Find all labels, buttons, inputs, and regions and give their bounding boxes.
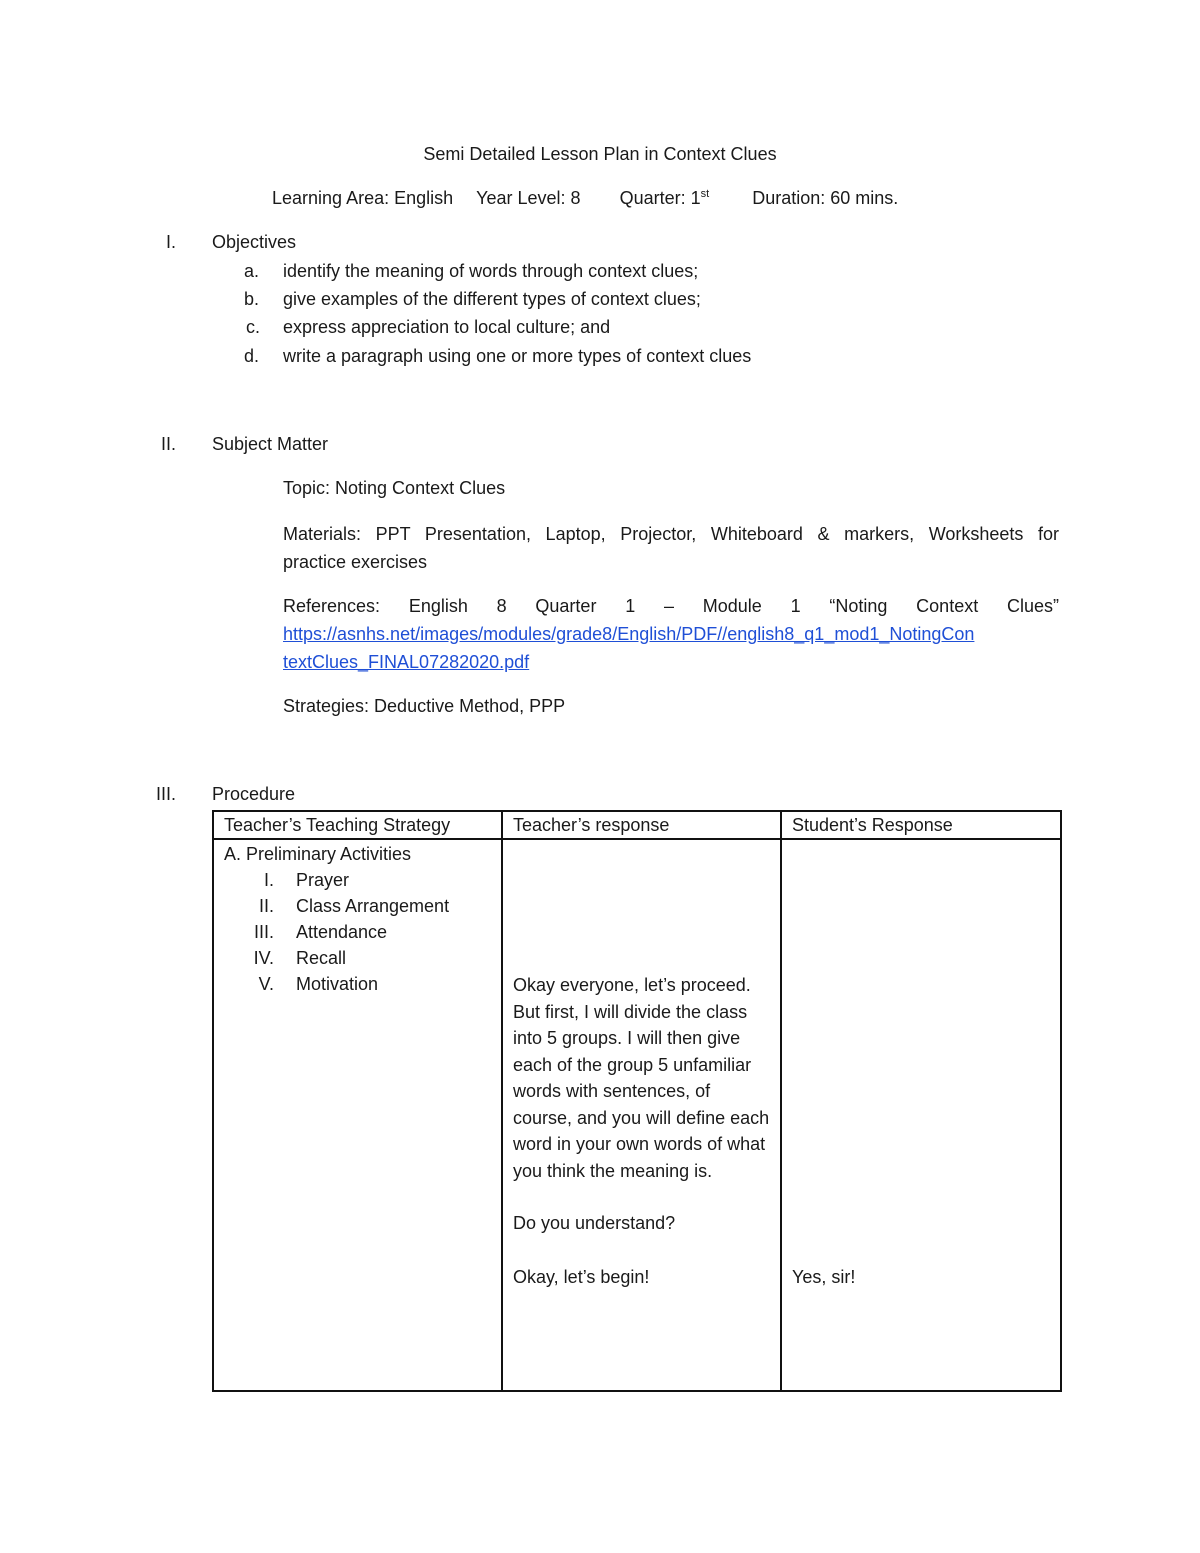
- sub-item-label: Class Arrangement: [296, 896, 450, 916]
- sub-item: [224, 971, 491, 997]
- column-header: Teacher’s response: [502, 811, 781, 839]
- reference-link[interactable]: https://asnhs.net/images/modules/grade8/English/PDF//english8_q1_mod1_NotingCon: [283, 624, 975, 644]
- duration: Duration: 60 mins.: [752, 188, 899, 208]
- sub-item-label: Recall: [296, 948, 347, 968]
- references-line: References: English 8 Quarter 1 – Module 1 “Noting Context Clues”: [283, 596, 1059, 616]
- reference-link[interactable]: textClues_FINAL07282020.pdf: [283, 652, 530, 672]
- strategy-cell: [213, 839, 502, 1391]
- section-numeral-objectives: I.: [165, 232, 176, 252]
- table-row: [213, 839, 1061, 1391]
- procedure-table: [212, 810, 1062, 1392]
- sub-item-number: II.: [258, 896, 274, 916]
- section-heading-objectives: Objectives: [212, 232, 297, 252]
- sub-item: [224, 867, 491, 893]
- references-paragraph: [283, 592, 1059, 676]
- materials-line: Materials: PPT Presentation, Laptop, Projector, Whiteboard & markers, Worksheets for: [283, 524, 1059, 544]
- sub-item-label: Attendance: [296, 922, 388, 942]
- sub-item: [224, 893, 491, 919]
- section-numeral-subject-matter: II.: [160, 434, 176, 454]
- objective-text: write a paragraph using one or more types of context clues: [283, 346, 752, 366]
- teacher-begin: Okay, let’s begin!: [513, 1266, 650, 1287]
- section-heading-subject-matter: Subject Matter: [212, 434, 329, 454]
- objective-text: give examples of the different types of context clues;: [283, 289, 701, 309]
- strategies-line: Strategies: Deductive Method, PPP: [283, 696, 566, 716]
- objective-letter: a.: [244, 261, 260, 281]
- document-title: Semi Detailed Lesson Plan in Context Clues: [423, 144, 777, 164]
- table-header-row: [213, 811, 1061, 839]
- teacher-question: Do you understand?: [513, 1213, 676, 1233]
- objective-letter: d.: [244, 346, 260, 366]
- section-heading-procedure: Procedure: [212, 784, 296, 804]
- materials-line: practice exercises: [283, 552, 428, 572]
- section-title: A. Preliminary Activities: [224, 844, 412, 864]
- objective-text: identify the meaning of words through context clues;: [283, 261, 699, 281]
- sub-item-number: IV.: [253, 948, 274, 968]
- sub-item: [224, 919, 491, 945]
- year-level: Year Level: 8: [476, 188, 581, 208]
- quarter-text: Quarter: 1: [619, 188, 701, 208]
- quarter: [620, 188, 710, 209]
- section-numeral-procedure: III.: [155, 784, 176, 804]
- objective-letter: b.: [244, 289, 260, 309]
- quarter-superscript: st: [700, 188, 710, 200]
- column-header: Student’s Response: [781, 811, 1061, 839]
- column-header: Teacher’s Teaching Strategy: [213, 811, 502, 839]
- objective-text: express appreciation to local culture; and: [283, 317, 611, 337]
- sub-item: [224, 945, 491, 971]
- sub-item-number: I.: [263, 870, 274, 890]
- sub-item-label: Prayer: [296, 870, 350, 890]
- student-answer: Yes, sir!: [792, 1267, 856, 1287]
- student-response-cell: [781, 839, 1061, 1391]
- objective-letter: c.: [246, 317, 261, 337]
- sub-item-label: Motivation: [296, 974, 379, 994]
- teacher-response-cell: [502, 839, 781, 1391]
- materials-paragraph: [283, 520, 1059, 576]
- sub-item-number: III.: [253, 922, 274, 942]
- lesson-info-line: [272, 188, 898, 209]
- teacher-response-paragraph: Okay everyone, let’s proceed. But first, I will divide the class into 5 groups. I will then give each of the group 5 unfamiliar words with sentences, of course, and you will define each word in your own words of what you think the meaning is.: [513, 975, 770, 1181]
- sub-item-number: V.: [258, 974, 274, 994]
- learning-area: Learning Area: English: [272, 188, 454, 208]
- topic-line: Topic: Noting Context Clues: [283, 478, 506, 498]
